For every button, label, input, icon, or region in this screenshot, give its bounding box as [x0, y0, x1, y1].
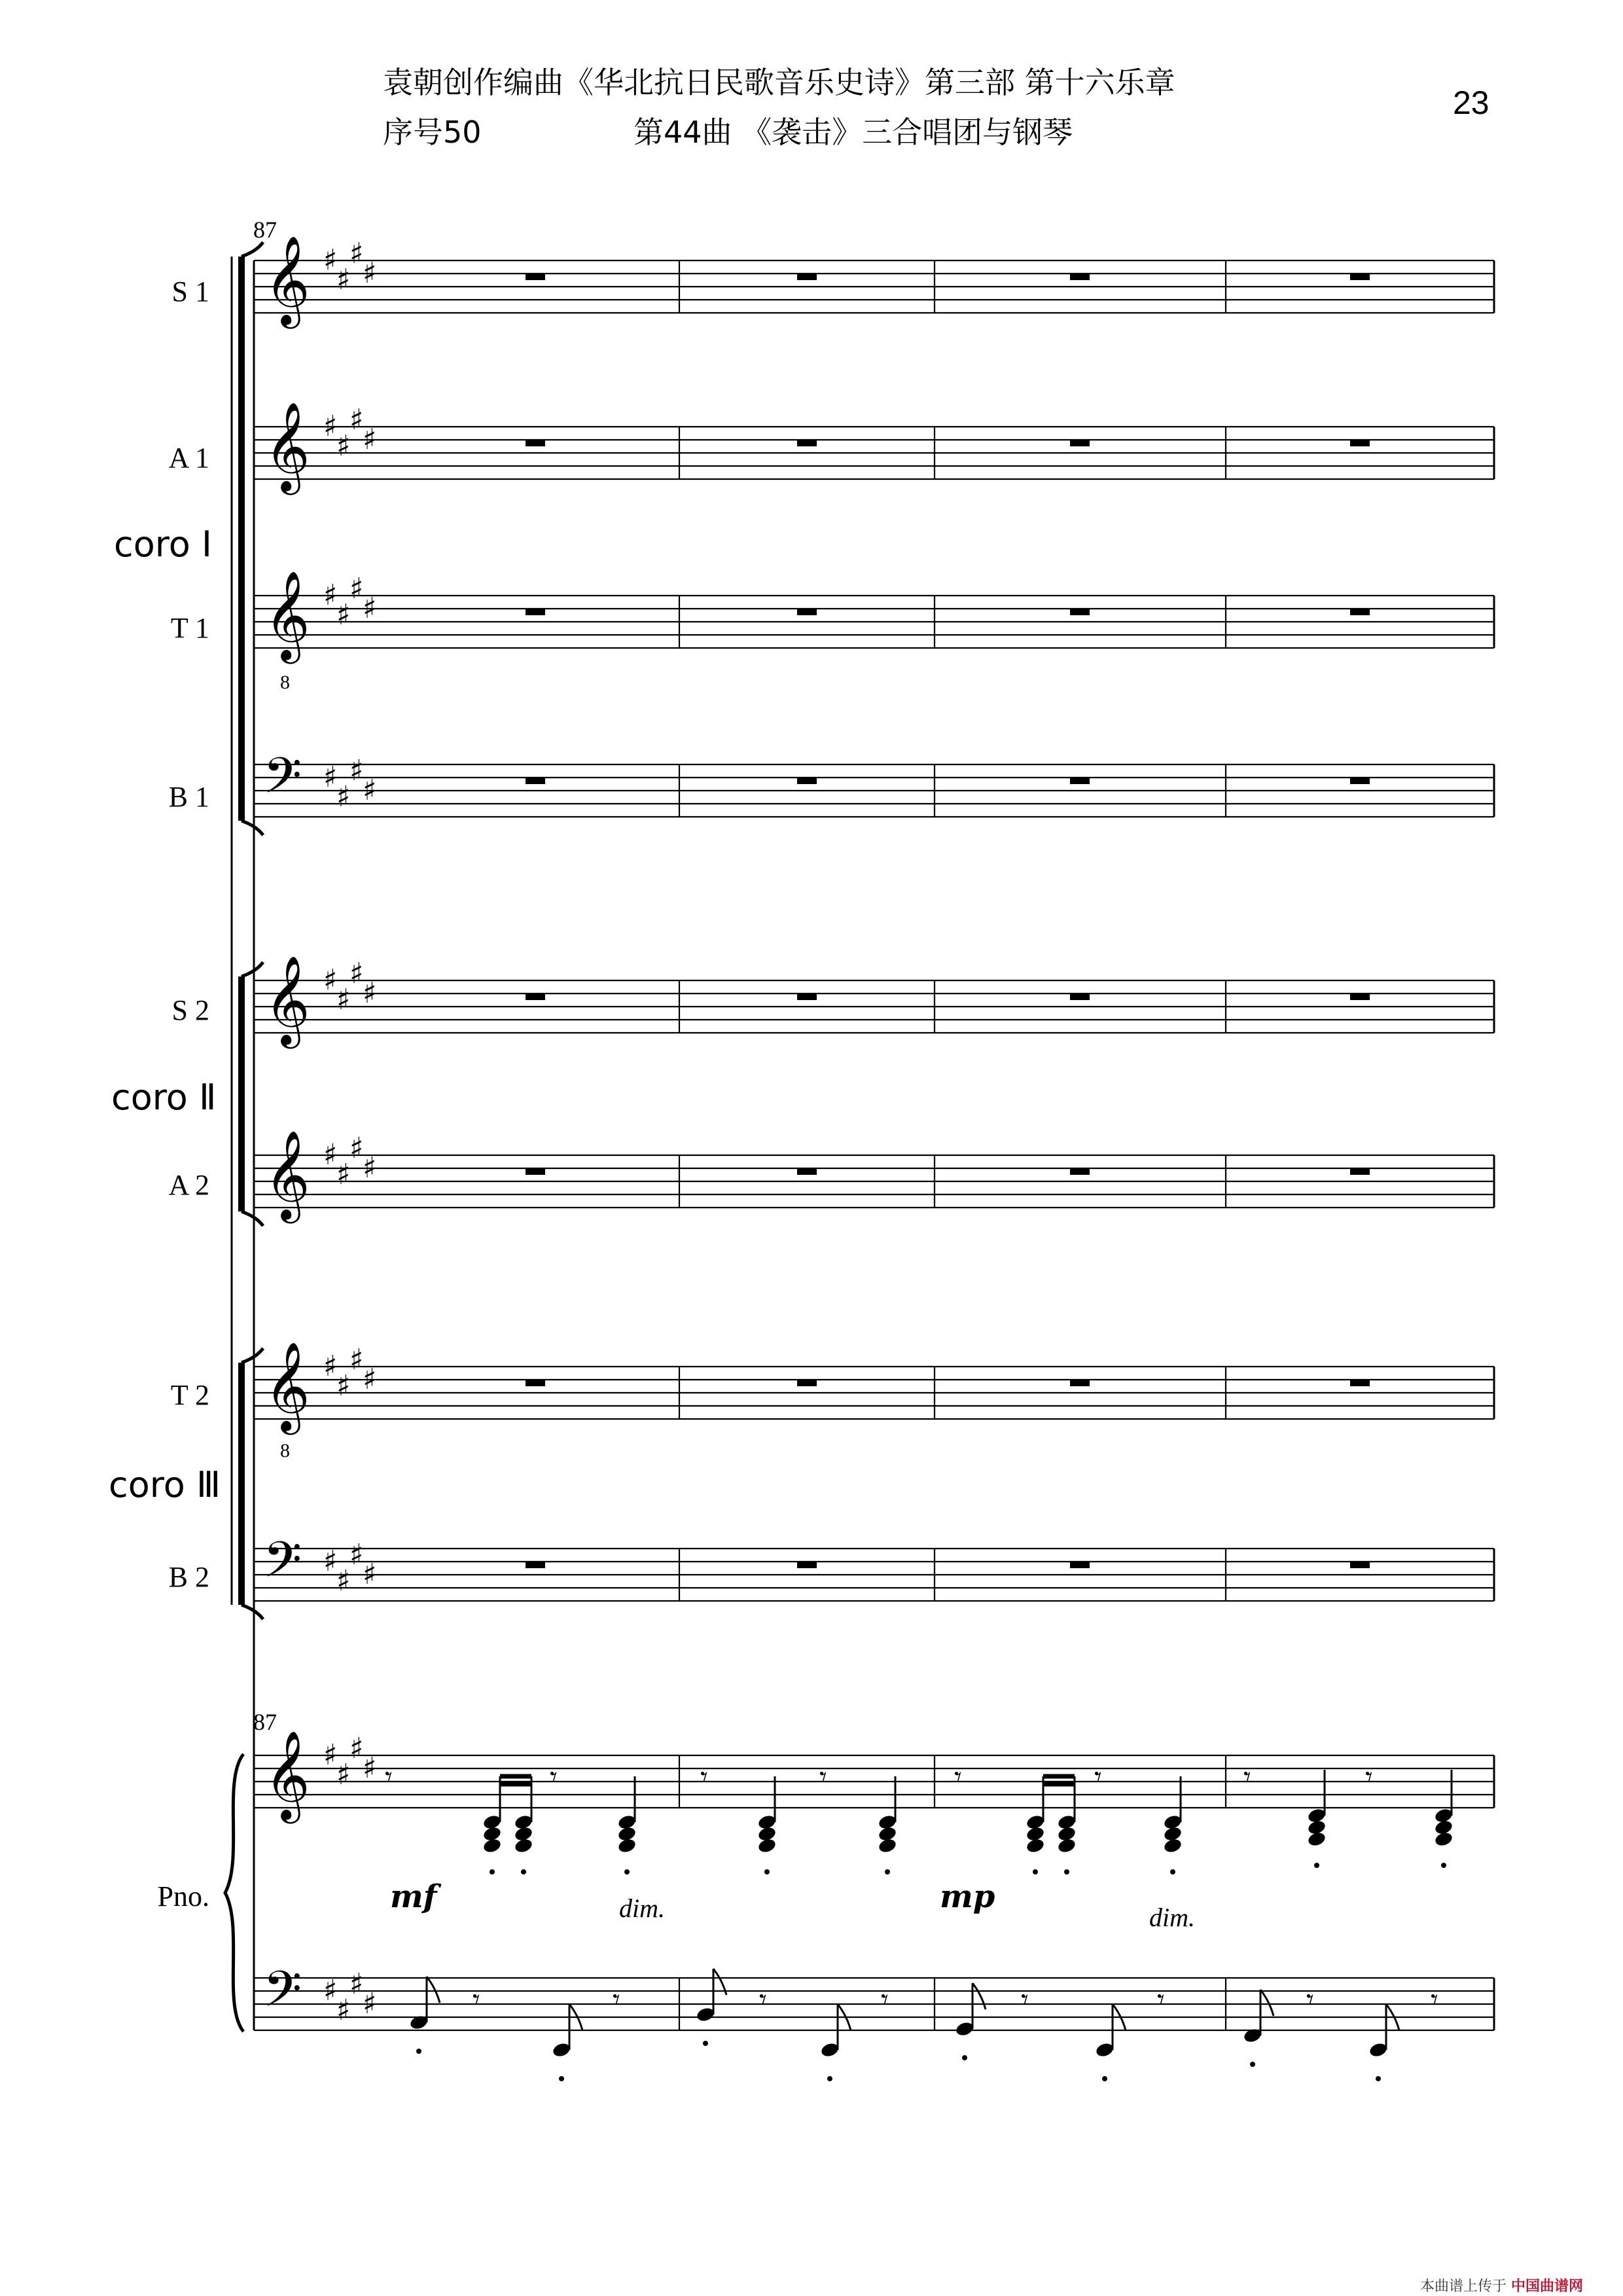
bracket-coro-3 [238, 1363, 245, 1605]
whole-rest [1070, 609, 1090, 615]
staff-label-t2: T 2 [170, 1379, 209, 1411]
sharp-icon: ♯ [363, 592, 377, 625]
whole-rest [1070, 440, 1090, 446]
treble-clef-icon: 𝄞 [264, 234, 310, 325]
sharp-icon: ♯ [363, 1751, 377, 1785]
treble-clef-icon: 𝄞 [264, 401, 310, 491]
whole-rest [1350, 1380, 1370, 1386]
whole-rest [1070, 778, 1090, 784]
staccato-dot [962, 2055, 967, 2060]
dynamic-mf: mf [390, 1878, 437, 1915]
whole-rest [1350, 778, 1370, 784]
sharp-icon: ♯ [336, 1994, 351, 2027]
chord [1307, 1831, 1327, 1848]
sharp-icon: ♯ [363, 1363, 377, 1396]
staccato-dot [1170, 1869, 1175, 1874]
eighth-rest: 𝄾 [954, 1761, 962, 1794]
staccato-dot [1250, 2062, 1255, 2067]
chord [1163, 1837, 1183, 1854]
eighth-rest: 𝄾 [700, 1761, 708, 1794]
group-label-coro-2: coro Ⅱ [111, 1077, 217, 1118]
whole-rest [526, 609, 545, 615]
staccato-dot [1102, 2076, 1107, 2081]
chord [1057, 1837, 1077, 1854]
whole-rest [1070, 1562, 1090, 1568]
sharp-icon: ♯ [349, 754, 364, 787]
sharp-icon: ♯ [323, 410, 338, 443]
sharp-icon: ♯ [323, 1350, 338, 1383]
sharp-icon: ♯ [349, 1343, 364, 1376]
dynamic-dim-2: dim. [1149, 1903, 1195, 1932]
staccato-dot [490, 1869, 495, 1874]
sharp-icon: ♯ [336, 1564, 351, 1598]
sharp-icon: ♯ [323, 1138, 338, 1172]
chord [757, 1837, 777, 1854]
staccato-dot [703, 2041, 708, 2046]
eighth-rest: 𝄾 [1365, 1761, 1373, 1794]
page-number: 23 [1453, 84, 1489, 121]
whole-rest [1070, 1168, 1090, 1175]
note-flag [1260, 1990, 1274, 2016]
staccato-dot [416, 2049, 421, 2054]
eighth-rest: 𝄾 [385, 1761, 393, 1794]
eighth-rest: 𝄾 [819, 1761, 827, 1794]
whole-rest [797, 1380, 817, 1386]
footer-upload-text: 本曲谱上传于 [1420, 2278, 1507, 2295]
sharp-icon: ♯ [363, 1987, 377, 2020]
whole-rest [1350, 440, 1370, 446]
sharp-icon: ♯ [363, 257, 377, 290]
sharp-icon: ♯ [349, 403, 364, 437]
site-logo: 中国曲谱网 [1511, 2278, 1584, 2295]
treble-clef-icon: 𝄞 [264, 1340, 310, 1431]
eighth-rest: 𝄾 [759, 1983, 767, 2017]
footer-watermark [1420, 2275, 1583, 2295]
eighth-rest: 𝄾 [473, 1983, 480, 2017]
sharp-icon: ♯ [363, 1558, 377, 1591]
eighth-rest: 𝄾 [1094, 1761, 1102, 1794]
bracket-coro-1-hook-bottom [241, 821, 263, 835]
sharp-icon: ♯ [336, 983, 351, 1016]
whole-rest [797, 1168, 817, 1175]
sharp-icon: ♯ [349, 1132, 364, 1165]
sharp-icon: ♯ [349, 1732, 364, 1765]
sharp-icon: ♯ [336, 1758, 351, 1791]
piano-label: Pno. [157, 1880, 209, 1912]
staccato-dot [559, 2076, 564, 2081]
whole-rest [797, 778, 817, 784]
bracket-coro-2-hook-bottom [241, 1211, 263, 1226]
chord [1026, 1837, 1046, 1854]
eighth-rest: 𝄾 [1306, 1983, 1314, 2017]
eighth-rest: 𝄾 [550, 1761, 558, 1794]
group-label-coro-3: coro Ⅲ [109, 1464, 221, 1505]
eighth-rest: 𝄾 [881, 1983, 889, 2017]
eighth-rest: 𝄾 [1157, 1983, 1165, 2017]
dynamic-mp: mp [940, 1878, 995, 1915]
staff-label-a2: A 2 [168, 1169, 209, 1201]
sharp-icon: ♯ [323, 1738, 338, 1772]
whole-rest [526, 440, 545, 446]
staccato-dot [624, 1869, 630, 1874]
whole-rest [1070, 274, 1090, 280]
sharp-icon: ♯ [336, 263, 351, 296]
sharp-icon: ♯ [336, 780, 351, 814]
sharp-icon: ♯ [349, 957, 364, 990]
octave-mark-t1: 8 [280, 672, 290, 693]
whole-rest [1350, 609, 1370, 615]
chord [878, 1837, 898, 1854]
whole-rest [1070, 994, 1090, 1000]
sharp-icon: ♯ [363, 423, 377, 456]
chord [482, 1837, 503, 1854]
sharp-icon: ♯ [323, 579, 338, 612]
whole-rest [526, 1168, 545, 1175]
bracket-coro-1 [238, 257, 245, 821]
whole-rest [797, 994, 817, 1000]
whole-rest [797, 274, 817, 280]
staccato-dot [827, 2076, 832, 2081]
whole-rest [526, 1380, 545, 1386]
staccato-dot [764, 1869, 770, 1874]
sharp-icon: ♯ [323, 761, 338, 794]
staff-label-s2: S 2 [171, 994, 209, 1026]
measure-number-piano: 87 [253, 1709, 277, 1735]
staccato-dot [885, 1869, 890, 1874]
eighth-rest: 𝄾 [613, 1983, 620, 2017]
sharp-icon: ♯ [323, 243, 338, 277]
group-label-coro-1: coro Ⅰ [114, 524, 212, 565]
note-flag [427, 1977, 440, 2003]
sharp-icon: ♯ [336, 429, 351, 463]
bass-clef-icon: 𝄢 [263, 1960, 302, 2030]
sharp-icon: ♯ [336, 1158, 351, 1191]
staccato-dot [521, 1869, 526, 1874]
staccato-dot [1033, 1869, 1038, 1874]
sharp-icon: ♯ [349, 237, 364, 270]
measure-number: 87 [253, 217, 277, 243]
sharp-icon: ♯ [349, 1538, 364, 1571]
staccato-dot [1314, 1863, 1319, 1868]
sharp-icon: ♯ [323, 963, 338, 997]
eighth-rest: 𝄾 [1431, 1983, 1438, 2017]
eighth-rest: 𝄾 [1021, 1983, 1029, 2017]
bracket-coro-2-hook-top [241, 962, 263, 977]
sharp-icon: ♯ [363, 1151, 377, 1185]
sharp-icon: ♯ [336, 598, 351, 632]
bass-clef-icon: 𝄢 [263, 747, 302, 817]
chord [514, 1837, 534, 1854]
whole-rest [526, 1562, 545, 1568]
staff-label-s1: S 1 [171, 276, 209, 308]
staccato-dot [1376, 2076, 1381, 2081]
sequence-number: 序号50 [383, 115, 482, 150]
staff-label-b1: B 1 [168, 781, 209, 813]
bracket-coro-2 [238, 977, 245, 1211]
whole-rest [1070, 1380, 1090, 1386]
bass-clef-icon: 𝄢 [263, 1531, 302, 1601]
staccato-dot [1441, 1863, 1446, 1868]
whole-rest [526, 994, 545, 1000]
score-title: 袁朝创作编曲《华北抗日民歌音乐史诗》第三部 第十六乐章 [383, 65, 1175, 100]
eighth-rest: 𝄾 [1243, 1761, 1251, 1794]
treble-clef-icon: 𝄞 [264, 954, 310, 1045]
note-flag [972, 1983, 986, 2009]
sharp-icon: ♯ [363, 774, 377, 807]
sharp-icon: ♯ [349, 1967, 364, 2001]
treble-clef-icon: 𝄞 [264, 1729, 310, 1820]
sharp-icon: ♯ [336, 1369, 351, 1403]
whole-rest [526, 778, 545, 784]
staff-label-a1: A 1 [168, 442, 209, 474]
bracket-coro-3-hook-bottom [241, 1605, 263, 1619]
chord [1434, 1831, 1454, 1848]
chord [617, 1837, 637, 1854]
octave-mark-t2: 8 [280, 1440, 290, 1462]
treble-clef-icon: 𝄞 [264, 1129, 310, 1219]
sharp-icon: ♯ [349, 572, 364, 605]
treble-clef-icon: 𝄞 [264, 569, 310, 660]
whole-rest [526, 274, 545, 280]
bracket-coro-3-hook-top [241, 1348, 263, 1363]
whole-rest [797, 1562, 817, 1568]
dynamic-dim-1: dim. [619, 1893, 665, 1923]
sharp-icon: ♯ [363, 977, 377, 1010]
piano-brace [225, 1754, 243, 2032]
whole-rest [1350, 994, 1370, 1000]
staccato-dot [1064, 1869, 1069, 1874]
whole-rest [1350, 274, 1370, 280]
staff-label-t1: T 1 [170, 612, 209, 644]
whole-rest [1350, 1562, 1370, 1568]
staff-label-b2: B 2 [168, 1561, 209, 1593]
piece-subtitle: 第44曲 《袭击》三合唱团与钢琴 [633, 115, 1073, 150]
whole-rest [797, 609, 817, 615]
sharp-icon: ♯ [323, 1974, 338, 2007]
sharp-icon: ♯ [323, 1545, 338, 1578]
whole-rest [797, 440, 817, 446]
whole-rest [1350, 1168, 1370, 1175]
bracket-coro-1-hook-top [241, 242, 263, 257]
